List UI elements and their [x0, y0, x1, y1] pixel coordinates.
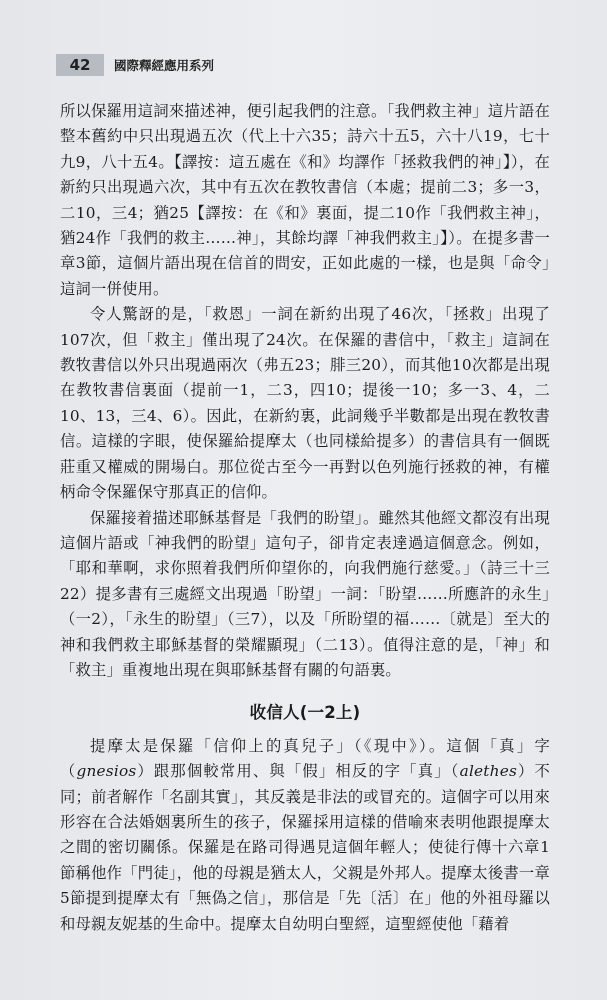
- paragraph-3: 保羅接着描述耶穌基督是「我們的盼望」。雖然其他經文都沒有出現這個片語或「神我們的盼望」這句子，卻肯定表達過這個意念。例如，「耶和華啊，求你照着我們所仰望你的，向我們施行慈愛。」（詩三十三22）提多書有三處經文出現過「盼望」一詞：「盼望……所應許的永生」（一2），「永生的盼望」（三7），以及「所盼望的福……〔就是〕至大的神和我們救主耶穌基督的榮耀顯現」（二13）。值得注意的是，「神」和「救主」重複地出現在與耶穌基督有關的句語裏。: [60, 508, 550, 679]
- section-heading: 收信人(一2上): [249, 703, 361, 723]
- paragraph-2: 令人驚訝的是，「救恩」一詞在新約出現了46次，「拯救」出現了107次，但「救主」僅出現了24次。在保羅的書信中，「救主」這詞在教牧書信以外只出現過兩次（弗五23；腓三20），而其他10次都是出現在教牧書信裏面（提前一1，二3，四10；提後一10；多一3、4，二10、13，三4、6）。因此，在新約裏，此詞幾乎半數都是出現在教牧書信。這樣的字眼，使保羅給提摩太（也同樣給提多）的書信具有一個既莊重又權威的開場白。那位從古至今一再對以色列施行拯救的神，有權柄命令保羅保守那真正的信仰。: [60, 305, 550, 502]
- paragraph-4-part2: ）跟那個較常用、與「假」相反的字「真」（: [136, 762, 460, 781]
- greek-word-alethes: alethes: [459, 762, 518, 781]
- body-text: [60, 99, 550, 937]
- paragraph-4: [60, 734, 550, 937]
- paragraph-1: 所以保羅用這詞來描述神，便引起我們的注意。「我們救主神」這片語在整本舊約中只出現過五次（代上十六35；詩六十五5，六十八19，七十九9，八十五4。【譯按：這五處在《和》均譯作「拯救我們的神」】），在新約只出現過六次，其中有五次在教牧書信（本處；提前二3；多一3，二10，三4；猶25【譯按：在《和》裏面，提二10作「我們救主神」，猶24作「我們的救主……神」，其餘均譯「神我們救主」】）。在提多書一章3節，這個片語出現在信首的問安，正如此處的一樣，也是與「命令」這詞一併使用。: [60, 102, 550, 298]
- greek-word-gnesios: gnesios: [76, 762, 137, 781]
- series-title: 國際釋經應用系列: [114, 58, 215, 73]
- paragraph-4-part3: ）不同；前者解作「名副其實」，其反義是非法的或冒充的。這個字可以用來形容在合法婚姻裏所生的孩子，保羅採用這樣的借喻來表明他跟提摩太之間的密切關係。保羅是在路司得遇見這個年輕人；使徒行傳十六章1節稱他作「門徒」，他的母親是猶太人，父親是外邦人。提摩太後書一章5節提到提摩太有「無偽之信」，那信是「先〔活〕在」他的外祖母羅以和母親友妮基的生命中。提摩太自幼明白聖經，這聖經使他「藉着: [60, 762, 551, 933]
- paragraph-4-part1: 提摩太是保羅「信仰上的真兒子」（《現中》）。這個「真」字（: [60, 736, 550, 781]
- running-header: [56, 54, 214, 76]
- page-number: 42: [56, 54, 104, 76]
